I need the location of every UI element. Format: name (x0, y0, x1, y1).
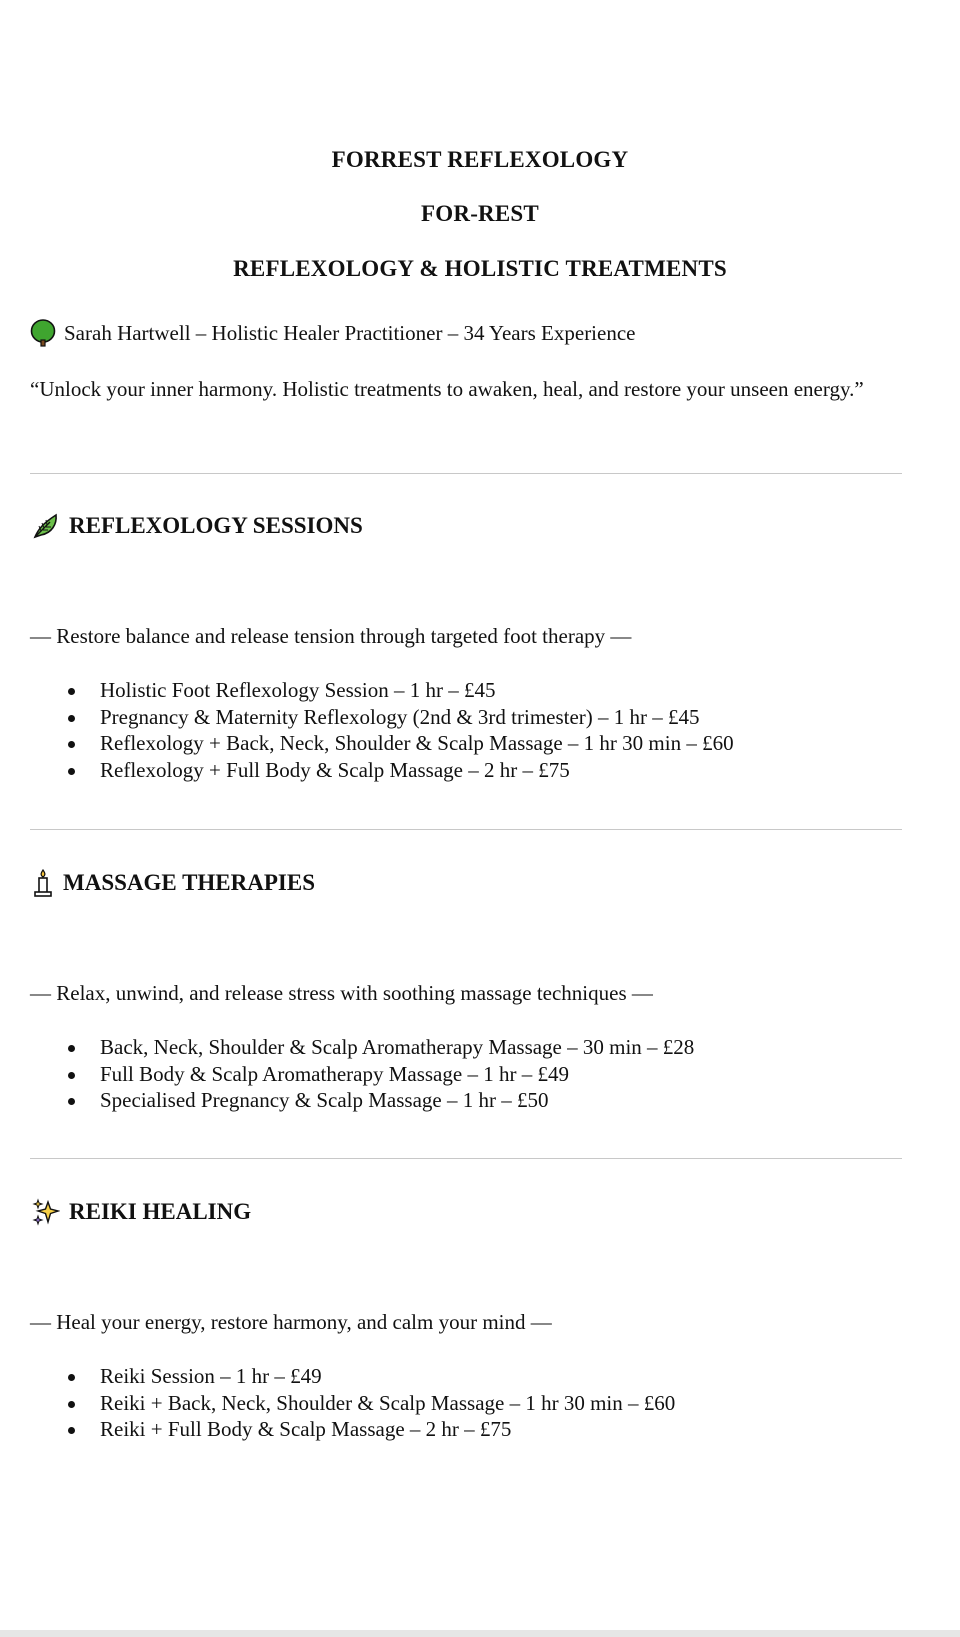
list-item: Reiki + Full Body & Scalp Massage – 2 hr – £75 (64, 1416, 675, 1443)
section-tagline: — Relax, unwind, and release stress with soothing massage techniques — (30, 981, 653, 1005)
section-heading-text: REIKI HEALING (69, 1199, 252, 1224)
candle-icon (32, 869, 54, 897)
practitioner-text: Sarah Hartwell – Holistic Healer Practitioner – 34 Years Experience (64, 321, 636, 345)
bottom-edge (0, 1630, 960, 1637)
massage-list (64, 1034, 694, 1114)
list-item: Full Body & Scalp Aromatherapy Massage – 1 hr – £49 (64, 1061, 694, 1088)
list-item: Pregnancy & Maternity Reflexology (2nd & 3rd trimester) – 1 hr – £45 (64, 704, 734, 731)
list-item: Specialised Pregnancy & Scalp Massage – 1 hr – £50 (64, 1087, 694, 1114)
list-item: Reflexology + Back, Neck, Shoulder & Scalp Massage – 1 hr 30 min – £60 (64, 730, 734, 757)
page-title: FORREST REFLEXOLOGY (331, 147, 629, 172)
practitioner-line (30, 319, 635, 347)
divider (30, 829, 902, 830)
list-item: Reiki + Back, Neck, Shoulder & Scalp Massage – 1 hr 30 min – £60 (64, 1390, 675, 1417)
page-tagline: REFLEXOLOGY & HOLISTIC TREATMENTS (233, 256, 727, 281)
reiki-list (64, 1363, 675, 1443)
section-tagline: — Restore balance and release tension through targeted foot therapy — (30, 624, 632, 648)
section-heading-text: REFLEXOLOGY SESSIONS (69, 513, 363, 538)
list-item: Reiki Session – 1 hr – £49 (64, 1363, 675, 1390)
divider (30, 1158, 902, 1159)
list-item: Back, Neck, Shoulder & Scalp Aromatherapy Massage – 30 min – £28 (64, 1034, 694, 1061)
intro-quote: “Unlock your inner harmony. Holistic treatments to awaken, heal, and restore your unseen energy.” (30, 377, 864, 401)
divider (30, 473, 902, 474)
list-item: Holistic Foot Reflexology Session – 1 hr – £45 (64, 677, 734, 704)
herb-icon (32, 512, 60, 540)
list-item: Reflexology + Full Body & Scalp Massage – 2 hr – £75 (64, 757, 734, 784)
tree-icon (30, 319, 56, 347)
section-heading-text: MASSAGE THERAPIES (63, 870, 316, 895)
section-heading-reflexology (32, 512, 363, 540)
page-subtitle: FOR-REST (421, 201, 539, 226)
section-heading-reiki (32, 1198, 251, 1226)
section-heading-massage (32, 869, 315, 897)
section-tagline: — Heal your energy, restore harmony, and calm your mind — (30, 1310, 552, 1334)
reflexology-list (64, 677, 734, 784)
sparkles-icon (32, 1198, 60, 1226)
